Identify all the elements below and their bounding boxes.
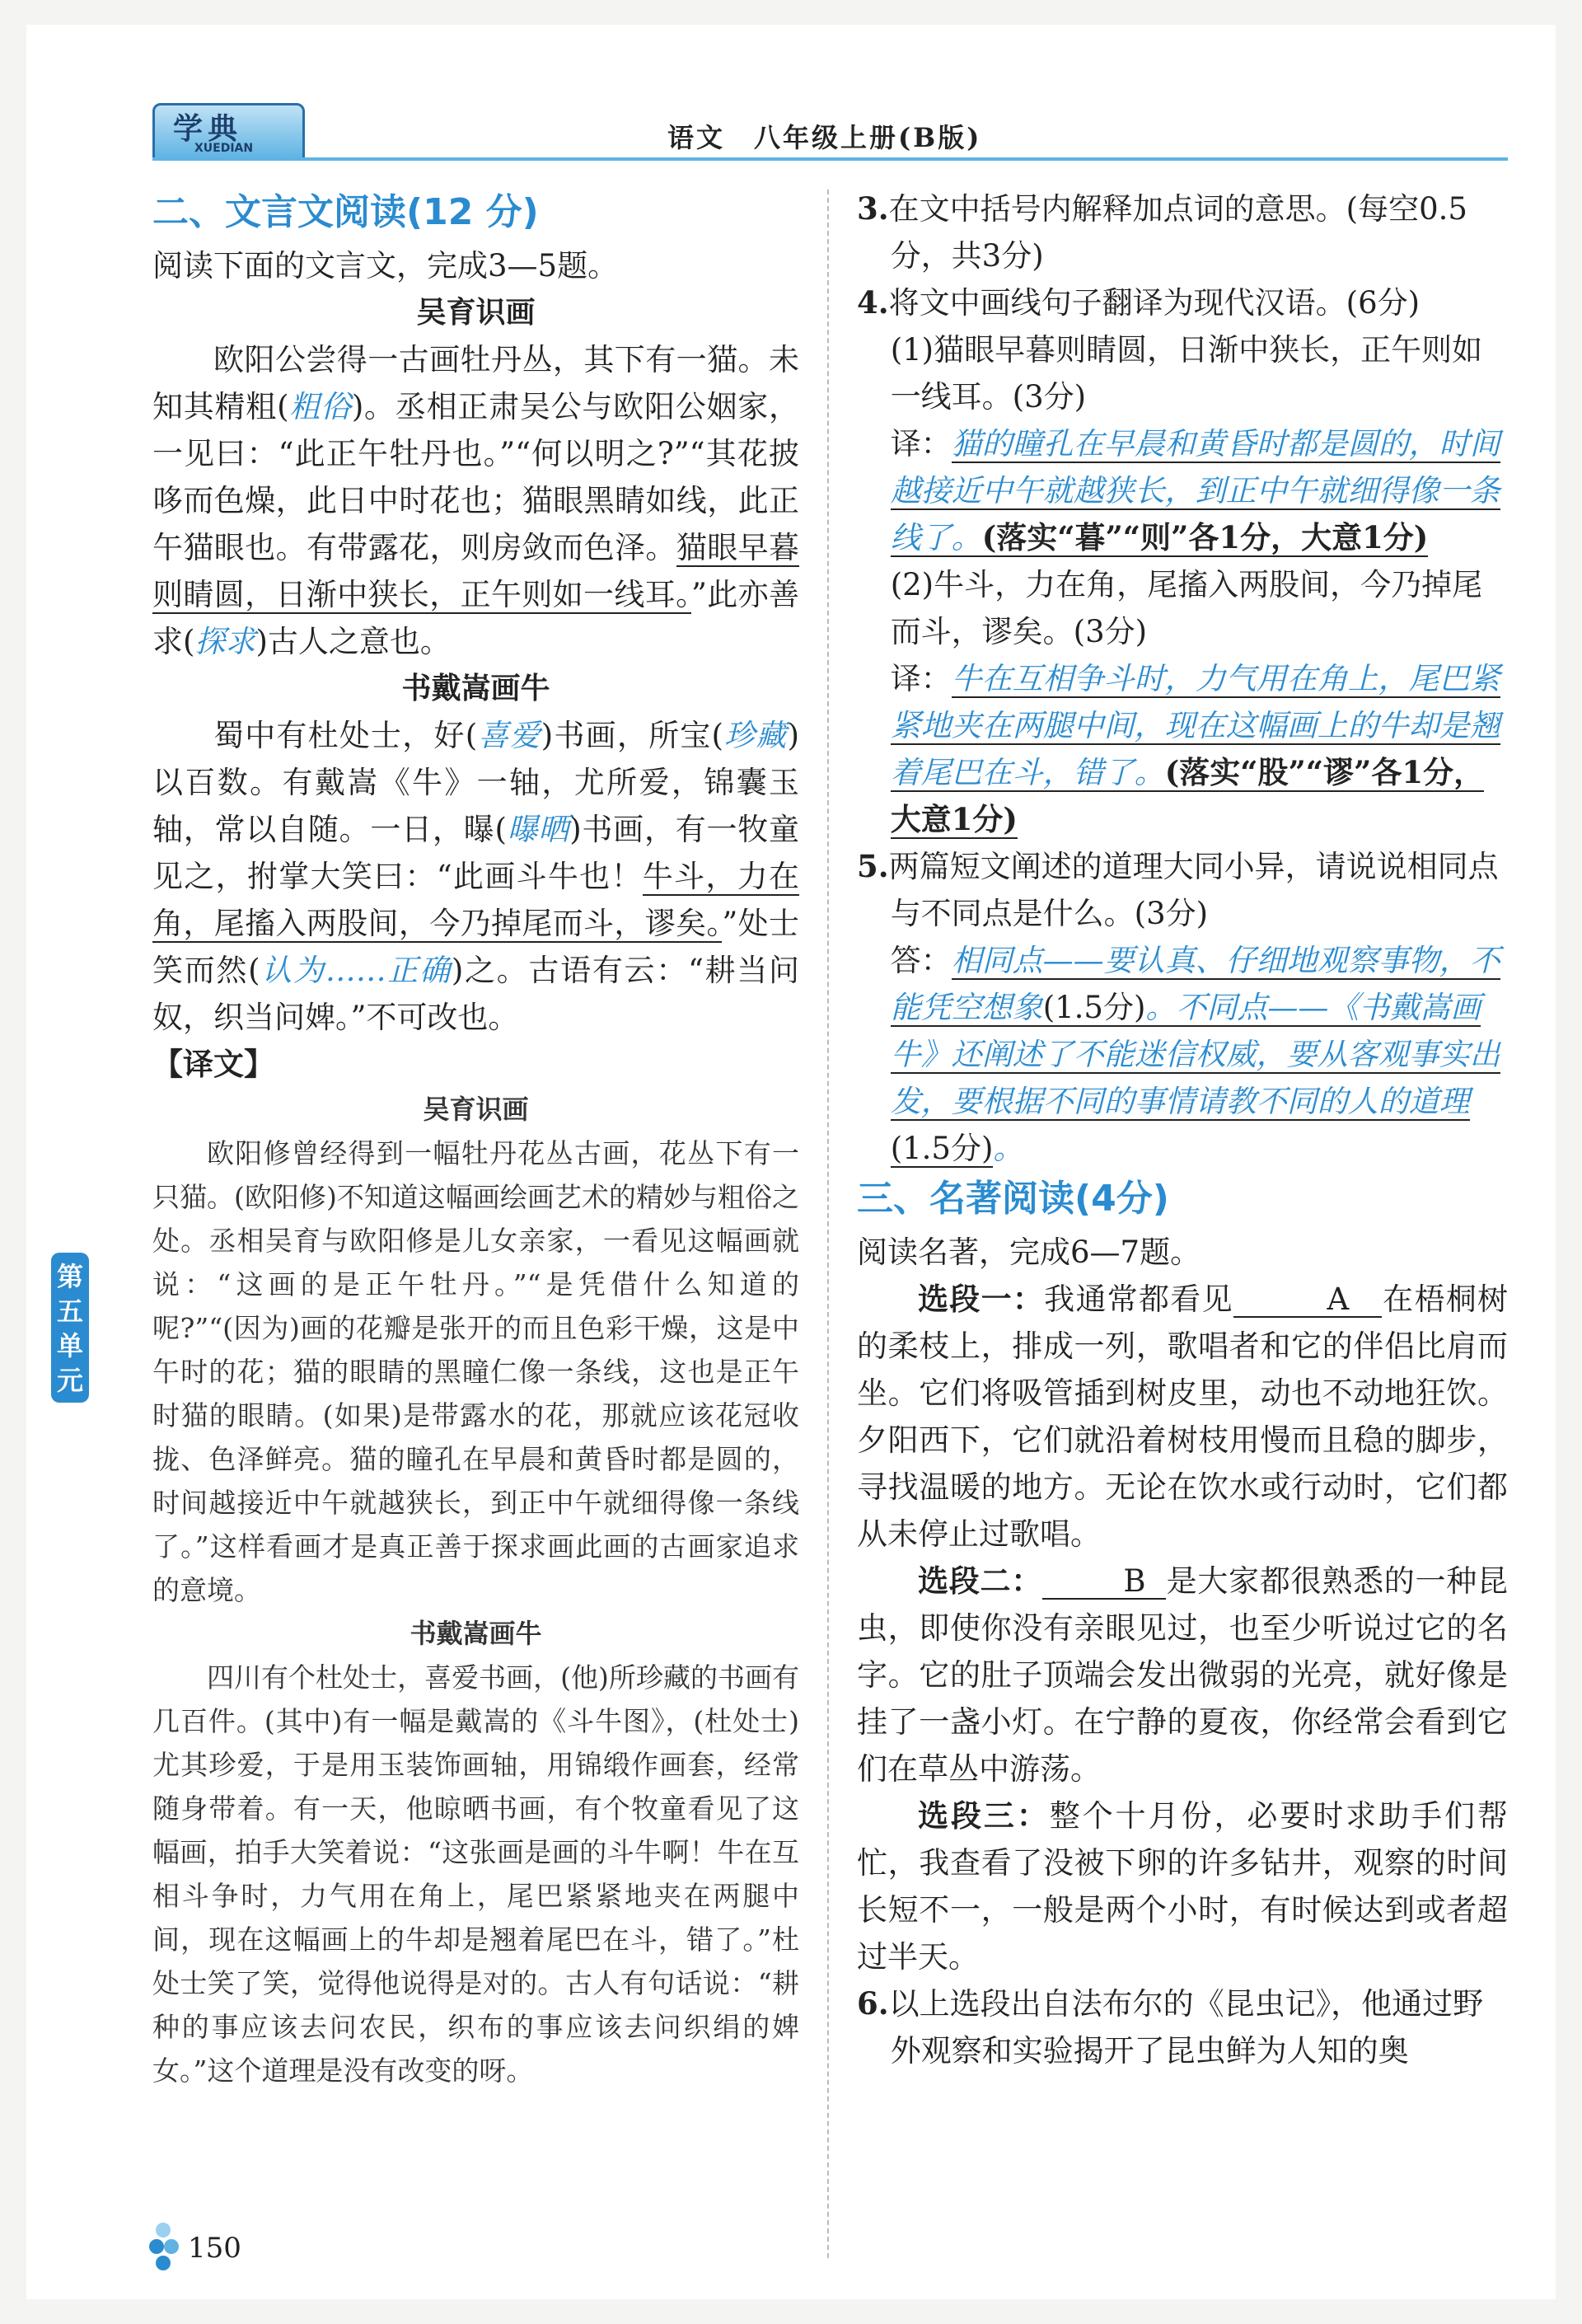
answer-prefix: 译：	[890, 661, 952, 696]
translation-text: 欧阳修曾经得到一幅牡丹花丛古画，花丛下有一只猫。(欧阳修)不知道这幅画绘画艺术的精妙与粗俗之处。丞相吴育与欧阳修是儿女亲家，一看见这幅画就说：“这画的是正午牡丹。”“是凭借什么知道的呢?”“(因为)画的花瓣是张开的而且色彩干燥，这是中午时的花；猫的眼睛的黑瞳仁像一条线，这也是正午时猫的眼睛。(如果)是带露水的花，那就应该花冠收拢、色泽鲜亮。猫的瞳孔在早晨和黄昏时都是圆的，时间越接近中午就越狭长，到正中午就细得像一条线了。”这样看画才是真正善于探求画此画的古画家追求的意境。	[152, 1137, 799, 1606]
question-number: 6.	[857, 1985, 889, 2022]
text-title: 吴育识画	[416, 296, 536, 330]
question-number: 5.	[857, 848, 889, 884]
sub-question-4-2: (2)牛斗，力在角，尾搐入两股间，今乃掉尾而斗，谬矣。(3分)	[890, 567, 1483, 649]
classical-text-1	[152, 336, 799, 665]
answer-fill: 粗俗	[288, 389, 352, 424]
sub-question-4-1: (1)猫眼早暮则睛圆，日渐中狭长，正午则如一线耳。(3分)	[890, 332, 1483, 415]
question-5	[857, 843, 1508, 937]
excerpt-2	[857, 1558, 1508, 1792]
text-run: )书画，所宝(	[541, 718, 723, 753]
question-text: 两篇短文阐述的道理大同小异，请说说相同点与不同点是什么。(3分)	[888, 849, 1499, 931]
right-column	[857, 185, 1508, 2074]
answer-4-2	[857, 655, 1508, 843]
question-4	[857, 279, 1508, 326]
underlined-sentence: 猫眼早暮则睛圆，日渐中狭长，正午则如一线耳。	[152, 530, 800, 612]
column-divider	[827, 190, 829, 2258]
answer-fill: 珍藏	[723, 718, 788, 753]
score: (1.5分)	[1042, 990, 1146, 1025]
question-text: 将文中画线句子翻译为现代汉语。(6分)	[888, 285, 1421, 321]
page-number-decoration	[148, 2219, 190, 2276]
page-number: 150	[188, 2232, 241, 2265]
question-6	[857, 1980, 1508, 2074]
logo-subtext: XUEDIAN	[194, 142, 254, 155]
text-run: )书画，有一牧童见之，拊掌大笑曰：“此画斗牛也！	[152, 812, 800, 894]
instruction: 阅读下面的文言文，完成3—5题。	[152, 248, 619, 283]
text-run: )古人之意也。	[255, 624, 451, 659]
text-run: 蜀中有杜处士，好(	[213, 718, 478, 753]
fill-blank: B	[1042, 1565, 1166, 1600]
translation-label: 【译文】	[152, 1047, 274, 1082]
left-column	[152, 185, 799, 2092]
section-title: 三、名著阅读(4分)	[857, 1178, 1169, 1220]
score: (1.5分)	[890, 1131, 994, 1166]
text-run: 在梧桐树的柔枝上，排成一列，歌唱者和它的伴侣比肩而坐。它们将吸管插到树皮里，动也不动地狂饮。夕阳西下，它们就沿着树枝用慢而且稳的脚步，寻找温暖的地方。无论在饮水或行动时，它们都从未停止过歌唱。	[857, 1281, 1509, 1552]
text-run: 是大家都很熟悉的一种昆虫，即使你没有亲眼见过，也至少听说过它的名字。它的肚子顶端会发出微弱的光亮，就好像是挂了一盏小灯。在宁静的夏夜，你经常会看到它们在草丛中游荡。	[857, 1563, 1509, 1787]
answer-prefix: 答：	[890, 943, 952, 978]
section-title: 二、文言文阅读(12 分)	[152, 191, 539, 233]
question-3	[857, 185, 1508, 279]
answer-fill: 探求	[194, 624, 256, 659]
translation	[152, 1088, 799, 2092]
text-run: 欧阳公尝得一古画牡丹丛，其下有一猫。未知其精粗(	[152, 342, 799, 424]
excerpt-1	[857, 1276, 1508, 1558]
translation-text: 四川有个杜处士，喜爱书画，(他)所珍藏的书画有几百件。(其中)有一幅是戴嵩的《斗牛图》，(杜处士)尤其珍爱，于是用玉装饰画轴，用锦缎作画套，经常随身带着。有一天，他晾晒书画，有个牧童看见了这幅画，拍手大笑着说：“这张画是画的斗牛啊！牛在互相斗争时，力气用在角上，尾巴紧紧地夹在两腿中间，现在这幅画上的牛却是翘着尾巴在斗，错了。”杜处士笑了笑，觉得他说得是对的。古人有句话说：“耕种的事应该去问农民，织布的事应该去问织绢的婢女。”这个道理是没有改变的呀。	[152, 1661, 799, 2087]
text-run: )以百数。有戴嵩《牛》一轴，尤所爱，锦囊玉轴，常以自随。一日，曝(	[152, 718, 800, 847]
answer-fill: 认为……正确	[260, 953, 452, 988]
excerpt-label: 选段二：	[918, 1563, 1042, 1599]
question-number: 3.	[857, 190, 889, 227]
header-rule	[152, 157, 1508, 161]
answer-prefix: 译：	[890, 426, 952, 462]
text-run: 我通常都看见	[1044, 1281, 1233, 1317]
excerpt-label: 选段三：	[918, 1797, 1050, 1834]
answer-text: 猫的瞳孔在早晨和黄昏时都是圆的，时间越接近中午就越狭长，到正中午就细得像一条线了。	[890, 426, 1500, 555]
text-run: ”此亦善求(	[152, 577, 799, 659]
question-text: 在文中括号内解释加点词的意思。(每空0.5分，共3分)	[888, 191, 1467, 274]
answer-fill: 曝晒	[506, 812, 570, 847]
logo-text: 学典	[173, 111, 243, 146]
scoring-note: (落实“暮”“则”各1分，大意1分)	[981, 519, 1429, 555]
instruction: 阅读名著，完成6—7题。	[857, 1235, 1201, 1270]
question-number: 4.	[857, 284, 889, 321]
text-run: )之。古语有云：“耕当问奴，织当问婢。”不可改也。	[152, 953, 800, 1035]
unit-tab: 第五单元	[51, 1253, 89, 1403]
answer-text: 牛在互相争斗时，力气用在角上，尾巴紧紧地夹在两腿中间，现在这幅画上的牛却是翘着尾巴在斗，错了。	[890, 661, 1500, 790]
answer-text: 。不同点——《书戴嵩画牛》还阐述了不能迷信权威，要从客观事实出发，要根据不同的事情请教不同的人的道理	[890, 990, 1500, 1119]
fill-blank: A	[1233, 1283, 1382, 1318]
answer-4-1	[857, 420, 1508, 561]
classical-text-2	[152, 712, 799, 1041]
underlined-sentence: 牛斗，力在角，尾搐入两股间，今乃掉尾而斗，谬矣。	[152, 859, 799, 941]
text-run: ”处士笑而然(	[152, 906, 799, 988]
text-title: 书戴嵩画牛	[401, 672, 550, 705]
book-title: 语文 八年级上册(B版)	[667, 122, 982, 153]
translation-title: 书戴嵩画牛	[410, 1618, 542, 1649]
excerpt-3	[857, 1792, 1508, 1980]
text-run: 整个十月份，必要时求助手们帮忙，我查看了没被下卵的许多钻井，观察的时间长短不一，一般是两个小时，有时候达到或者超过半天。	[857, 1798, 1509, 1975]
answer-text: 相同点——要认真、仔细地观察事物，不能凭空想象	[890, 943, 1500, 1025]
scoring-note: (落实“股”“谬”各1分，大意1分)	[890, 754, 1485, 837]
text-run: 。	[993, 1131, 1024, 1166]
answer-fill: 喜爱	[477, 718, 541, 753]
excerpt-label: 选段一：	[918, 1281, 1045, 1317]
answer-5	[857, 937, 1508, 1172]
translation-title: 吴育识画	[423, 1094, 529, 1125]
question-text: 以上选段出自法布尔的《昆虫记》，他通过野外观察和实验揭开了昆虫鲜为人知的奥	[888, 1986, 1484, 2069]
xuedian-logo	[152, 103, 305, 161]
text-run: )。丞相正肃吴公与欧阳公姻家，一见曰：“此正午牡丹也。”“何以明之?”“其花披哆而色燥，此日中时花也；猫眼黑睛如线，此正午猫眼也。有带露花，则房敛而色泽。	[152, 389, 800, 565]
